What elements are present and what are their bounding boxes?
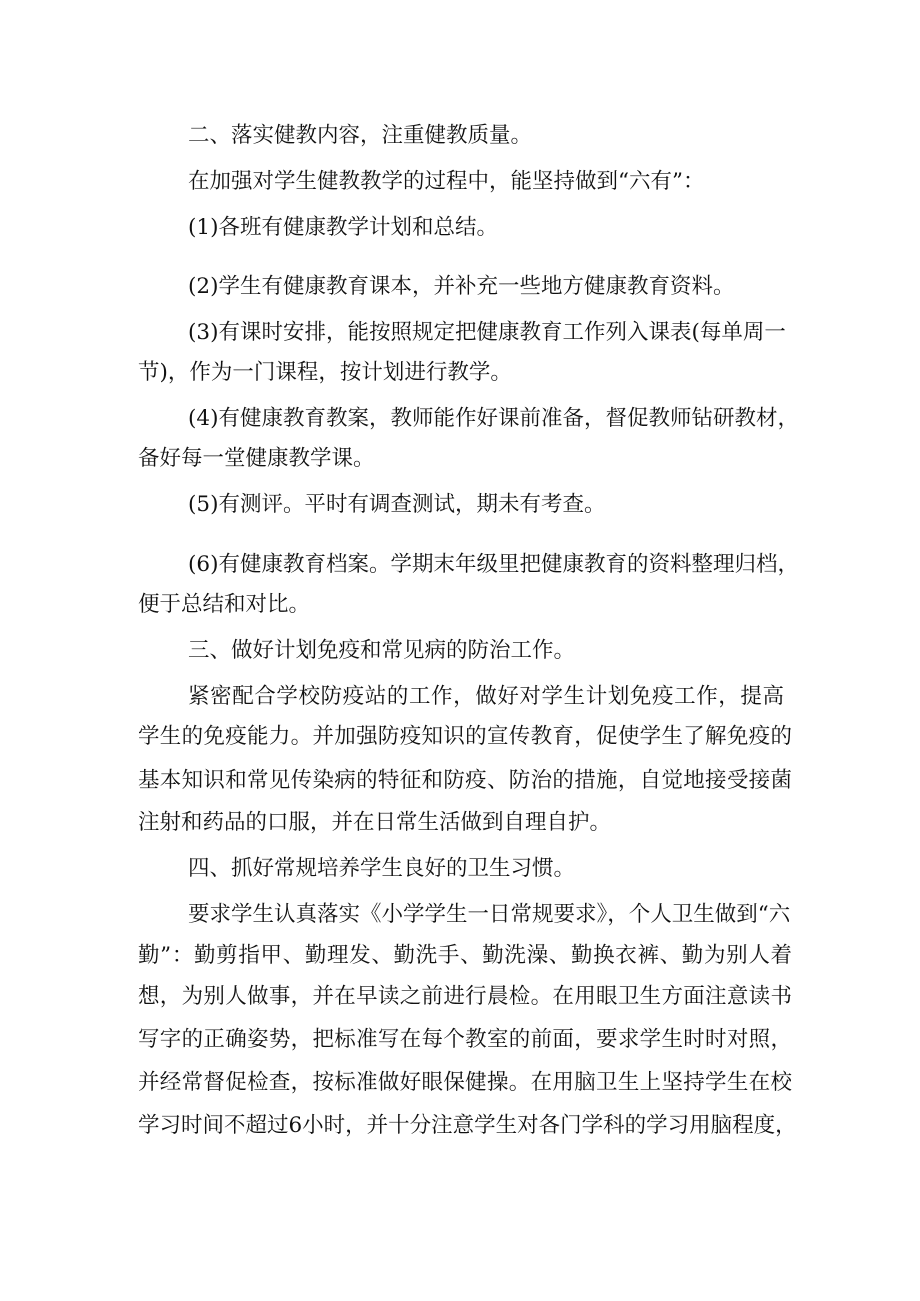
list-item-4: (4)有健康教育教案，教师能作好课前准备，督促教师钻研教材， (188, 406, 799, 431)
paragraph-line: 学习时间不超过6小时，并十分注意学生对各门学科的学习用脑程度， (138, 1113, 797, 1138)
paragraph-line: 注射和药品的口服，并在日常生活做到自理自护。 (138, 810, 612, 835)
list-item-4-continued: 备好每一堂健康教学课。 (138, 446, 375, 471)
list-item-5: (5)有测评。平时有调查测试，期未有考查。 (188, 492, 606, 517)
paragraph-line: 要求学生认真落实《小学学生一日常规要求》，个人卫生做到“六 (188, 902, 791, 927)
list-item-3-continued: 节)，作为一门课程，按计划进行教学。 (138, 360, 512, 385)
section-heading-3: 三、做好计划免疫和常见病的防治工作。 (188, 638, 576, 663)
paragraph-line: 在加强对学生健教教学的过程中，能坚持做到“六有”： (188, 169, 705, 194)
list-item-3: (3)有课时安排，能按照规定把健康教育工作列入课表(每单周一 (188, 320, 786, 345)
paragraph-line: 想，为别人做事，并在早读之前进行晨检。在用眼卫生方面注意读书 (138, 984, 792, 1009)
section-heading-4: 四、抓好常规培养学生良好的卫生习惯。 (188, 856, 576, 881)
paragraph-line: 紧密配合学校防疫站的工作，做好对学生计划免疫工作，提高 (188, 684, 784, 709)
list-item-1: (1)各班有健康教学计划和总结。 (188, 215, 498, 240)
section-heading-2: 二、落实健教内容，注重健教质量。 (188, 123, 533, 148)
paragraph-line: 基本知识和常见传染病的特征和防疫、防治的措施，自觉地接受接菌 (138, 768, 792, 793)
paragraph-line: 并经常督促检查，按标准做好眼保健操。在用脑卫生上坚持学生在校 (138, 1070, 792, 1095)
list-item-2: (2)学生有健康教育课本，并补充一些地方健康教育资料。 (188, 274, 735, 299)
list-item-6: (6)有健康教育档案。学期末年级里把健康教育的资料整理归档， (188, 552, 799, 577)
paragraph-line: 勤”：勤剪指甲、勤理发、勤洗手、勤洗澡、勤换衣裤、勤为别人着 (138, 943, 792, 968)
paragraph-line: 写字的正确姿势，把标准写在每个教室的前面，要求学生时时对照， (138, 1027, 792, 1052)
list-item-6-continued: 便于总结和对比。 (138, 592, 311, 617)
paragraph-line: 学生的免疫能力。并加强防疫知识的宣传教育，促使学生了解免疫的 (138, 724, 792, 749)
